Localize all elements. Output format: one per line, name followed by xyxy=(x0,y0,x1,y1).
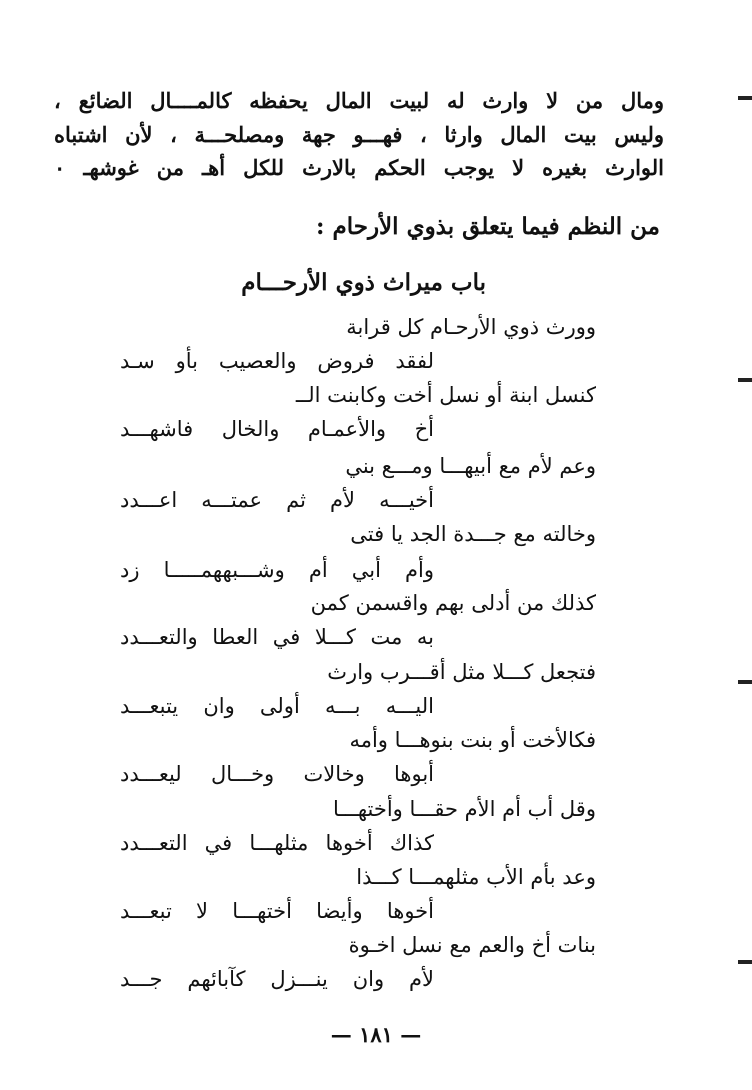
margin-mark xyxy=(738,960,752,964)
verse-4-first-half: وخالته مع جـــدة الجد يا فتى xyxy=(350,522,596,546)
page-number: — ١٨١ — xyxy=(330,1022,422,1047)
verse-2-first-half: كنسل ابنة أو نسل أخت وكابنت الــ xyxy=(295,383,596,407)
verse-8-second-half: كذاك أخوها مثلهـــا في التعـــدد xyxy=(120,831,434,855)
verse-1-second-half: لفقد فروض والعصيب بأو سـد xyxy=(120,349,434,373)
section-heading: من النظم فيما يتعلق بذوي الأرحام : xyxy=(315,213,660,240)
verse-7-first-half: فكالأخت أو بنت بنوهـــا وأمه xyxy=(349,728,596,752)
verse-1-first-half: وورث ذوي الأرحـام كل قرابة xyxy=(346,315,596,339)
verse-4-second-half: وأم أبي أم وشـــبههمـــــا زد xyxy=(120,558,434,582)
verse-8-first-half: وقل أب أم الأم حقـــا وأختهـــا xyxy=(332,797,596,821)
verse-6-second-half: اليـــه بـــه أولى وان يتبعـــد xyxy=(120,694,434,718)
verse-9-first-half: وعد بأم الأب مثلهمـــا كـــذا xyxy=(356,865,596,889)
verse-10-second-half: لأم وان ينـــزل كآبائهم جـــد xyxy=(120,967,434,991)
verse-7-second-half: أبوها وخالات وخـــال ليعـــدد xyxy=(120,762,434,786)
verse-9-second-half: أخوها وأيضا أختهـــا لا تبعـــد xyxy=(120,899,434,923)
verse-10-first-half: بنات أخ والعم مع نسل اخـوة xyxy=(348,933,596,957)
verse-3-first-half: وعم لأم مع أبيهـــا ومـــع بني xyxy=(345,454,596,478)
chapter-title: باب ميراث ذوي الأرحـــام xyxy=(241,269,486,296)
paragraph-line-2: وليس بيت المال وارثا ، فهـــو جهة ومصلحـــة ، لأن اشتباه xyxy=(54,122,664,147)
verse-5-first-half: كذلك من أدلى بهم واقسمن كمن xyxy=(310,591,596,615)
margin-mark xyxy=(738,96,752,100)
margin-mark xyxy=(738,680,752,684)
paragraph-line-1: ومال من لا وارث له لبيت المال يحفظه كالمــــال الضائع ، xyxy=(54,88,664,113)
paragraph-line-3: الوارث بغيره لا يوجب الحكم بالارث للكل أهـ من غوشهـ ٠ xyxy=(54,155,664,180)
margin-mark xyxy=(738,378,752,382)
verse-2-second-half: أخ والأعمـام والخال فاشهـــد xyxy=(120,417,434,441)
verse-6-first-half: فتجعل كـــلا مثل أقـــرب وارث xyxy=(327,660,596,684)
verse-5-second-half: به مت كـــلا في العطا والتعـــدد xyxy=(120,625,434,649)
verse-3-second-half: أخيـــه لأم ثم عمتـــه اعـــدد xyxy=(120,488,434,512)
